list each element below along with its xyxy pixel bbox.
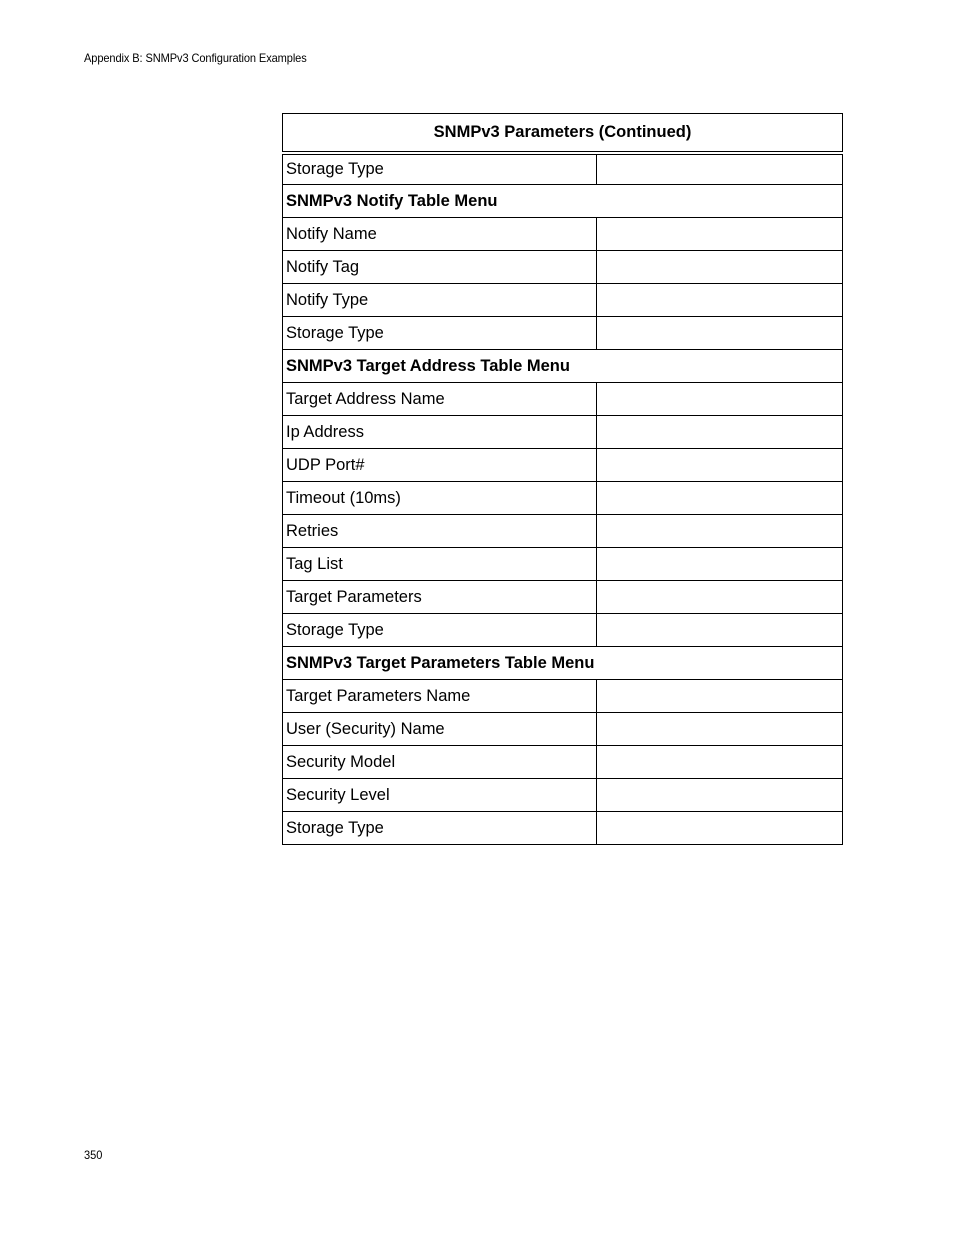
section-heading: SNMPv3 Target Address Table Menu [283, 350, 843, 383]
parameter-value-cell [597, 482, 843, 515]
parameter-label: Storage Type [283, 812, 597, 845]
table-row [283, 779, 843, 812]
table-body [283, 153, 843, 845]
table-row [283, 746, 843, 779]
table-row [283, 383, 843, 416]
parameter-label: Storage Type [283, 153, 597, 185]
parameter-value-cell [597, 581, 843, 614]
parameter-value-cell [597, 383, 843, 416]
table-row [283, 812, 843, 845]
snmpv3-parameters-table [282, 113, 843, 845]
parameter-value-cell [597, 515, 843, 548]
table-row [283, 251, 843, 284]
table-row [283, 581, 843, 614]
parameter-value-cell [597, 251, 843, 284]
section-heading: SNMPv3 Target Parameters Table Menu [283, 647, 843, 680]
parameter-label: Security Model [283, 746, 597, 779]
parameter-label: User (Security) Name [283, 713, 597, 746]
parameter-value-cell [597, 449, 843, 482]
section-row [283, 647, 843, 680]
parameter-label: Ip Address [283, 416, 597, 449]
parameter-label: Notify Type [283, 284, 597, 317]
parameter-label: Target Parameters [283, 581, 597, 614]
parameter-label: Retries [283, 515, 597, 548]
table-title: SNMPv3 Parameters (Continued) [283, 114, 843, 153]
page-number: 350 [84, 1148, 103, 1162]
parameter-value-cell [597, 284, 843, 317]
parameter-value-cell [597, 416, 843, 449]
parameter-label: Notify Tag [283, 251, 597, 284]
parameter-label: Security Level [283, 779, 597, 812]
parameter-value-cell [597, 746, 843, 779]
table-row [283, 713, 843, 746]
table-row [283, 482, 843, 515]
parameter-label: UDP Port# [283, 449, 597, 482]
table-row [283, 614, 843, 647]
section-row [283, 185, 843, 218]
table-row [283, 416, 843, 449]
parameter-value-cell [597, 779, 843, 812]
table-row [283, 449, 843, 482]
parameter-value-cell [597, 153, 843, 185]
parameter-value-cell [597, 680, 843, 713]
table-row [283, 218, 843, 251]
table-row [283, 284, 843, 317]
parameter-label: Storage Type [283, 317, 597, 350]
table-row [283, 515, 843, 548]
parameter-label: Target Address Name [283, 383, 597, 416]
parameter-label: Storage Type [283, 614, 597, 647]
parameter-label: Target Parameters Name [283, 680, 597, 713]
parameter-value-cell [597, 548, 843, 581]
table-row [283, 317, 843, 350]
table-row [283, 548, 843, 581]
table-row [283, 680, 843, 713]
parameter-label: Notify Name [283, 218, 597, 251]
parameter-label: Tag List [283, 548, 597, 581]
parameter-value-cell [597, 713, 843, 746]
table-row [283, 153, 843, 185]
parameter-value-cell [597, 218, 843, 251]
section-row [283, 350, 843, 383]
running-header: Appendix B: SNMPv3 Configuration Examples [84, 51, 307, 65]
parameter-value-cell [597, 317, 843, 350]
parameter-value-cell [597, 614, 843, 647]
parameter-label: Timeout (10ms) [283, 482, 597, 515]
section-heading: SNMPv3 Notify Table Menu [283, 185, 843, 218]
parameter-value-cell [597, 812, 843, 845]
